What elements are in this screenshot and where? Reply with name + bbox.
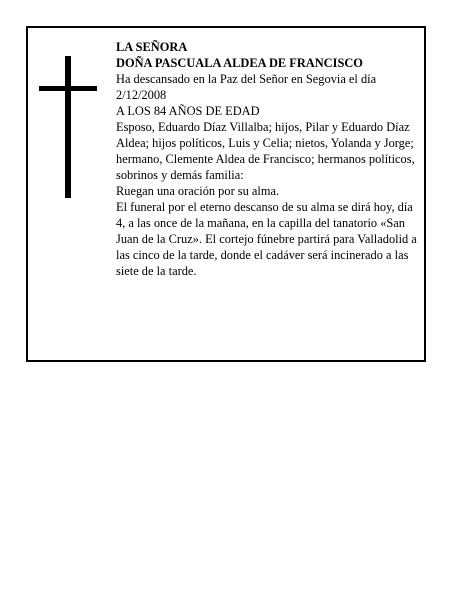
notice-title: LA SEÑORA (116, 40, 188, 54)
deceased-name: DOÑA PASCUALA ALDEA DE FRANCISCO (116, 56, 363, 70)
cross-vertical-bar (65, 56, 71, 198)
prayer-request: Ruegan una oración por su alma. (116, 184, 280, 198)
family-list: Esposo, Eduardo Díaz Villalba; hijos, Pilar y Eduardo Díaz Aldea; hijos políticos, Luis y Celia; nietos, Yolanda y Jorge; hermano, Clemente Aldea de Francisco; hermanos políticos, sobrinos y demás familia: (116, 120, 415, 182)
obituary-text (116, 39, 418, 279)
obituary-notice (26, 26, 426, 362)
age-line: A LOS 84 AÑOS DE EDAD (116, 104, 260, 118)
death-statement: Ha descansado en la Paz del Señor en Segovia el día 2/12/2008 (116, 72, 377, 102)
cross-horizontal-bar (39, 86, 97, 91)
funeral-details: El funeral por el eterno descanso de su alma se dirá hoy, día 4, a las once de la mañana, en la capilla del tanatorio «San Juan de la Cruz». El cortejo fúnebre partirá para Valladolid a las cinco de la tarde, donde el cadáver será incinerado a las siete de la tarde. (116, 200, 417, 278)
